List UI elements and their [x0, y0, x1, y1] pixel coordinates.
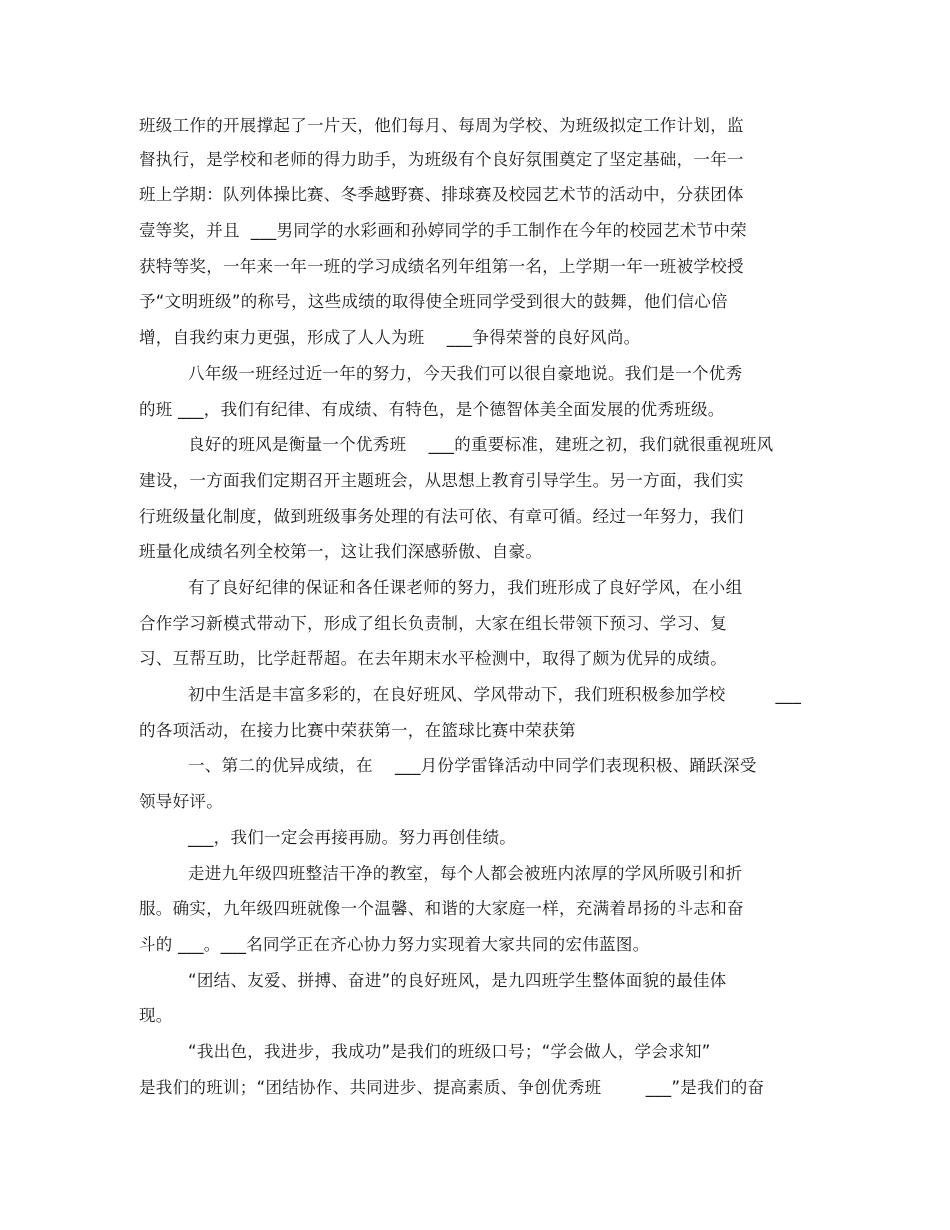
paragraph-first-line: 良好的班风是衡量一个优秀班 ___的重要标准，建班之初，我们就很重视班风: [188, 435, 774, 454]
text-line: 行班级量化制度，做到班级事务处理的有法可依、有章可循。经过一年努力，我们: [139, 507, 744, 526]
text-line: 斗的 ___。___名同学正在齐心协力努力实现着大家共同的宏伟蓝图。: [139, 935, 650, 954]
paragraph-first-line: ___，我们一定会再接再励。努力再创佳绩。: [188, 828, 517, 847]
paragraph-first-line: 八年级一班经过近一年的努力，今天我们可以很自豪地说。我们是一个优秀: [188, 364, 743, 383]
paragraph-first-line: 初中生活是丰富多彩的，在良好班风、学风带动下，我们班积极参加学校 ___: [188, 685, 802, 704]
text-line: 班上学期：队列体操比赛、冬季越野赛、排球赛及校园艺术节的活动中，分获团体: [139, 185, 744, 204]
text-line: 增，自我约束力更强，形成了人人为班 ___争得荣誉的良好风尚。: [139, 328, 641, 347]
text-line: 服。确实，九年级四班就像一个温馨、和谐的大家庭一样，充满着昂扬的斗志和奋: [139, 899, 744, 918]
text-line: 习、互帮互助，比学赶帮超。在去年期末水平检测中，取得了颇为优异的成绩。: [139, 649, 727, 668]
text-line: 获特等奖，一年来一年一班的学习成绩名列年组第一名，上学期一年一班被学校授: [139, 257, 744, 276]
text-line: 的班 ___，我们有纪律、有成绩、有特色，是个德智体美全面发展的优秀班级。: [139, 400, 725, 419]
text-line: 壹等奖，并且 ___男同学的水彩画和孙婷同学的手工制作在今年的校园艺术节中荣: [139, 221, 747, 240]
paragraph-first-line: “我出色，我进步，我成功”是我们的班级口号；“学会做人，学会求知”: [188, 1042, 711, 1061]
text-line: 领导好评。: [139, 792, 223, 811]
paragraph-first-line: 走进九年级四班整洁干净的教室，每个人都会被班内浓厚的学风所吸引和折: [188, 864, 743, 883]
text-line: 班量化成绩名列全校第一，这让我们深感骄傲、自豪。: [139, 542, 543, 561]
text-line: 的各项活动，在接力比赛中荣获第一，在篮球比赛中荣获第: [139, 721, 576, 740]
text-line: 现。: [139, 1006, 173, 1025]
text-line: 建设，一方面我们定期召开主题班会，从思想上教育引导学生。另一方面，我们实: [139, 471, 744, 490]
text-line: 是我们的班训；“团结协作、共同进步、提高素质、争创优秀班 ___”是我们的奋: [139, 1078, 765, 1097]
paragraph-first-line: “团结、友爱、拼搏、奋进”的良好班风，是九四班学生整体面貌的最佳体: [188, 971, 727, 990]
text-line: 合作学习新模式带动下，形成了组长负责制，大家在组长带领下预习、学习、复: [139, 614, 727, 633]
paragraph-first-line: 一、第二的优异成绩，在 ___月份学雷锋活动中同学们表现积极、踊跃深受: [188, 756, 757, 775]
text-line: 班级工作的开展撑起了一片天，他们每月、每周为学校、为班级拟定工作计划，监: [139, 116, 744, 135]
text-line: 督执行，是学校和老师的得力助手，为班级有个良好氛围奠定了坚定基础，一年一: [139, 150, 744, 169]
text-line: 予“文明班级”的称号，这些成绩的取得使全班同学受到很大的鼓舞，他们信心倍: [139, 292, 728, 311]
paragraph-first-line: 有了良好纪律的保证和各任课老师的努力，我们班形成了良好学风，在小组: [188, 578, 743, 597]
